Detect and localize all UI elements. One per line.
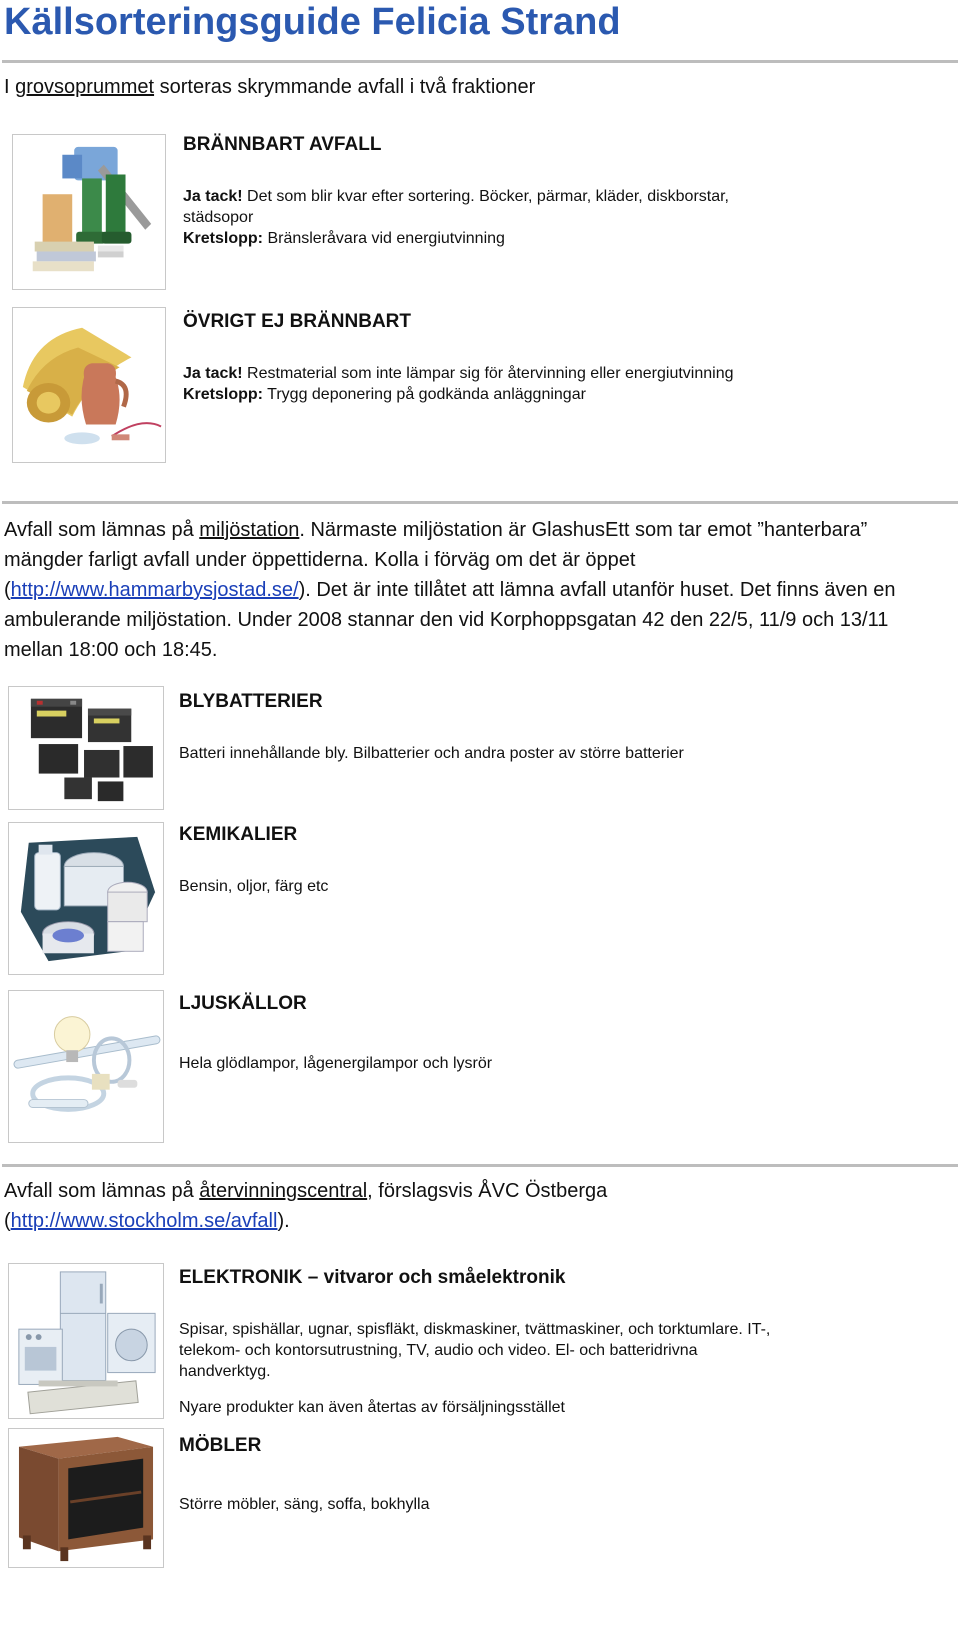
kemikalier-text: Bensin, oljor, färg etc (179, 878, 329, 895)
para-text: Avfall som lämnas på (4, 519, 200, 541)
ja-text: Det som blir kvar efter sortering. Böcker, pärmar, kläder, diskborstar, städsopor (183, 188, 729, 226)
brannbart-text (183, 186, 793, 249)
lead-battery-icon (8, 686, 164, 810)
divider (2, 60, 958, 63)
para-text: ). Det är inte tillåtet att lämna avfall utanför huset. Det finns även en ambulerande miljöstation. Under 2008 stannar den vid Korphoppsgatan 42 den 22/5, 11/9 och 13/11 mellan 18:00 och 18:45. (4, 579, 896, 661)
section3-paragraph (4, 1176, 704, 1236)
miljostation-link[interactable]: miljöstation (199, 519, 300, 541)
section1-intro (4, 72, 535, 102)
elektronik-heading: ELEKTRONIK – vitvaror och småelektronik (179, 1267, 566, 1288)
divider (2, 501, 958, 504)
appliances-icon (8, 1263, 164, 1419)
blybatterier-text: Batteri innehållande bly. Bilbatterier och andra poster av större batterier (179, 745, 684, 762)
hammarbysjostad-link[interactable]: http://www.hammarbysjostad.se/ (10, 579, 299, 601)
para-text: , förslagsvis ÅVC Östberga ( (4, 1180, 608, 1232)
elektronik-text: Spisar, spishällar, ugnar, spisfläkt, diskmaskiner, tvättmaskiner, och torktumlare. IT-, telekom- och kontorsutrustning, TV, audio och video. El- och batteridrivna handverktyg. (179, 1321, 771, 1380)
ja-text: Restmaterial som inte lämpar sig för återvinning eller energiutvinning (242, 365, 734, 382)
atervinningscentral-link[interactable]: återvinningscentral (199, 1180, 368, 1202)
para-text: ). (277, 1210, 290, 1232)
ovrigt-text (183, 363, 803, 405)
ovrigt-heading: ÖVRIGT EJ BRÄNNBART (183, 311, 412, 332)
para-text: Avfall som lämnas på (4, 1180, 200, 1202)
divider (2, 1164, 958, 1167)
page-title: Källsorteringsguide Felicia Strand (4, 1, 621, 43)
mobler-heading: MÖBLER (179, 1435, 262, 1456)
ljuskallor-heading: LJUSKÄLLOR (179, 993, 307, 1014)
intro-prefix: I (4, 76, 16, 98)
mobler-text: Större möbler, säng, soffa, bokhylla (179, 1496, 430, 1513)
insulation-jug-icon (12, 307, 166, 463)
intro-suffix: sorteras skrymmande avfall i två fraktioner (154, 76, 536, 98)
ja-label: Ja tack! (183, 365, 243, 382)
grovsoprummet-link[interactable]: grovsoprummet (15, 76, 155, 98)
kretslopp-text: Bränsleråvara vid energiutvinning (263, 230, 505, 247)
kemikalier-heading: KEMIKALIER (179, 824, 298, 845)
light-bulb-icon (8, 990, 164, 1143)
para-text: . Närmaste miljöstation är GlashusEtt som tar emot ”hanterbara” mängder farligt avfall under öppettiderna. Kolla i förväg om det är öppet ( (4, 519, 868, 601)
tv-cabinet-icon (8, 1428, 164, 1568)
chemical-cans-icon (8, 822, 164, 975)
kretslopp-text: Trygg deponering på godkända anläggningar (263, 386, 586, 403)
ljuskallor-text: Hela glödlampor, lågenergilampor och lysrör (179, 1055, 493, 1072)
ja-label: Ja tack! (183, 188, 243, 205)
clothes-boots-books-icon (12, 134, 166, 290)
kretslopp-label: Kretslopp: (183, 230, 263, 247)
section2-paragraph (4, 515, 944, 665)
elektronik-text2: Nyare produkter kan även återtas av försäljningsstället (179, 1399, 565, 1416)
blybatterier-heading: BLYBATTERIER (179, 691, 323, 712)
stockholm-avfall-link[interactable]: http://www.stockholm.se/avfall (10, 1210, 278, 1232)
brannbart-heading: BRÄNNBART AVFALL (183, 134, 382, 155)
kretslopp-label: Kretslopp: (183, 386, 263, 403)
